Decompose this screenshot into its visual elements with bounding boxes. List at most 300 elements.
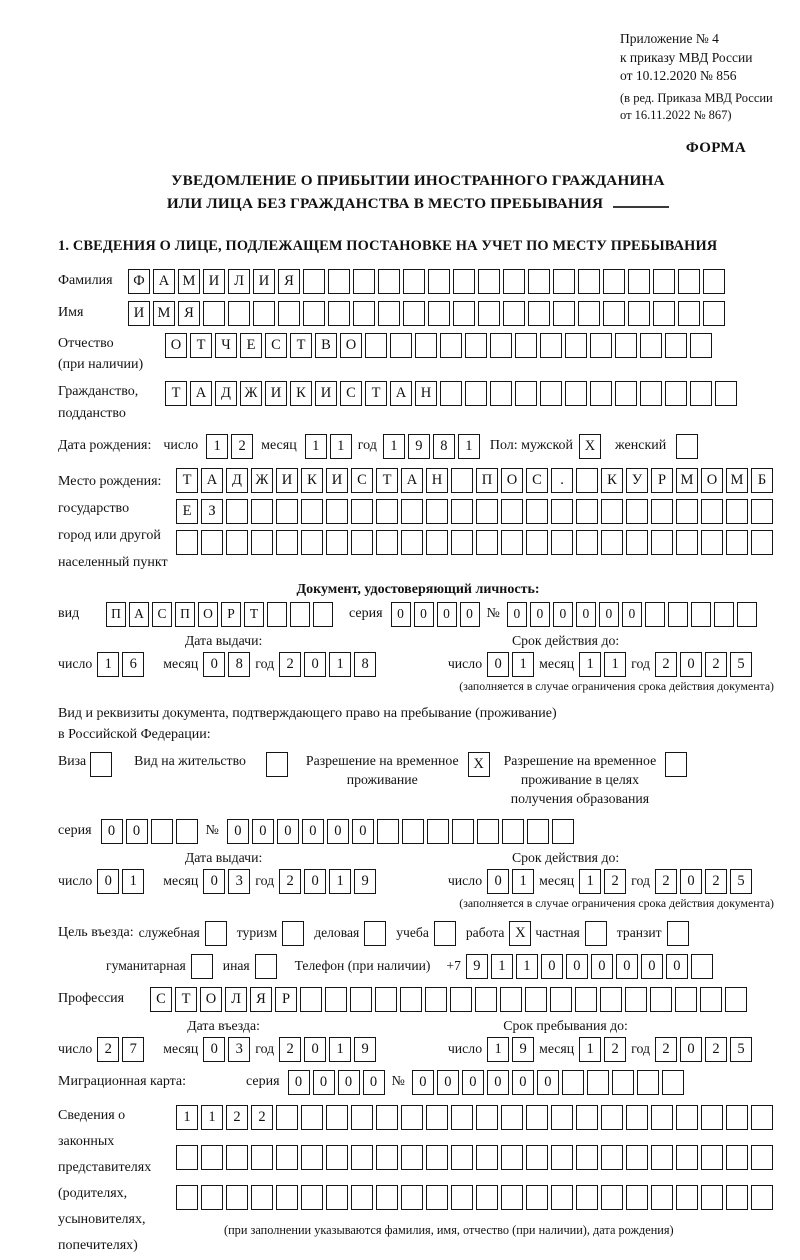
char-cell[interactable] [303, 301, 325, 326]
char-cell[interactable] [301, 530, 323, 555]
char-cell[interactable]: 8 [354, 652, 376, 677]
char-cell[interactable] [401, 499, 423, 524]
char-cell[interactable] [451, 1105, 473, 1130]
char-cell[interactable] [501, 530, 523, 555]
patronymic-cells[interactable] [165, 333, 712, 358]
char-cell[interactable] [376, 1145, 398, 1170]
char-cell[interactable] [365, 333, 387, 358]
char-cell[interactable] [465, 333, 487, 358]
char-cell[interactable]: . [551, 468, 573, 493]
char-cell[interactable]: 0 [487, 1070, 509, 1095]
char-cell[interactable] [578, 301, 600, 326]
char-cell[interactable] [351, 1105, 373, 1130]
char-cell[interactable] [667, 921, 689, 946]
char-cell[interactable]: Д [226, 468, 248, 493]
char-cell[interactable]: 1 [329, 1037, 351, 1062]
char-cell[interactable]: 0 [507, 602, 527, 627]
char-cell[interactable]: М [153, 301, 175, 326]
birth-month-cells[interactable] [305, 434, 352, 459]
char-cell[interactable]: 0 [566, 954, 588, 979]
char-cell[interactable] [601, 1185, 623, 1210]
char-cell[interactable] [540, 381, 562, 406]
char-cell[interactable] [651, 530, 673, 555]
char-cell[interactable] [615, 381, 637, 406]
char-cell[interactable]: 0 [530, 602, 550, 627]
char-cell[interactable]: 3 [228, 1037, 250, 1062]
char-cell[interactable] [176, 819, 198, 844]
char-cell[interactable] [726, 1185, 748, 1210]
char-cell[interactable]: П [106, 602, 126, 627]
char-cell[interactable] [751, 530, 773, 555]
char-cell[interactable] [226, 1145, 248, 1170]
representatives-cells-row1[interactable] [176, 1105, 773, 1130]
char-cell[interactable] [276, 1185, 298, 1210]
char-cell[interactable] [640, 333, 662, 358]
char-cell[interactable]: 1 [122, 869, 144, 894]
residence-permit-checkbox[interactable] [266, 752, 288, 777]
char-cell[interactable] [353, 301, 375, 326]
char-cell[interactable] [550, 987, 572, 1012]
char-cell[interactable]: 1 [329, 652, 351, 677]
char-cell[interactable]: 0 [537, 1070, 559, 1095]
char-cell[interactable] [751, 499, 773, 524]
char-cell[interactable]: 0 [641, 954, 663, 979]
char-cell[interactable] [601, 1105, 623, 1130]
char-cell[interactable] [401, 1105, 423, 1130]
char-cell[interactable] [377, 819, 399, 844]
permit-valid-day-cells[interactable] [487, 869, 534, 894]
char-cell[interactable]: 2 [655, 1037, 677, 1062]
char-cell[interactable]: И [265, 381, 287, 406]
char-cell[interactable] [425, 987, 447, 1012]
char-cell[interactable]: 1 [512, 652, 534, 677]
char-cell[interactable]: 0 [680, 1037, 702, 1062]
char-cell[interactable] [551, 499, 573, 524]
char-cell[interactable]: 2 [279, 869, 301, 894]
char-cell[interactable]: К [601, 468, 623, 493]
citizenship-cells[interactable] [165, 381, 737, 406]
char-cell[interactable] [526, 530, 548, 555]
char-cell[interactable]: 0 [460, 602, 480, 627]
char-cell[interactable] [477, 819, 499, 844]
char-cell[interactable]: П [175, 602, 195, 627]
char-cell[interactable] [528, 269, 550, 294]
birth-day-cells[interactable] [206, 434, 253, 459]
char-cell[interactable]: 0 [414, 602, 434, 627]
char-cell[interactable] [378, 269, 400, 294]
char-cell[interactable] [326, 1185, 348, 1210]
char-cell[interactable] [440, 381, 462, 406]
char-cell[interactable] [282, 921, 304, 946]
char-cell[interactable]: 0 [126, 819, 148, 844]
char-cell[interactable]: 5 [730, 869, 752, 894]
birth-year-cells[interactable] [383, 434, 480, 459]
char-cell[interactable] [253, 301, 275, 326]
char-cell[interactable]: А [153, 269, 175, 294]
char-cell[interactable]: 1 [458, 434, 480, 459]
char-cell[interactable]: Ф [128, 269, 150, 294]
char-cell[interactable] [526, 1185, 548, 1210]
permit-issue-year-cells[interactable] [279, 869, 376, 894]
char-cell[interactable] [540, 333, 562, 358]
char-cell[interactable] [226, 530, 248, 555]
char-cell[interactable] [751, 1185, 773, 1210]
char-cell[interactable] [426, 530, 448, 555]
char-cell[interactable] [325, 987, 347, 1012]
representatives-cells-row3[interactable] [176, 1185, 773, 1210]
char-cell[interactable] [701, 1185, 723, 1210]
char-cell[interactable]: 9 [354, 869, 376, 894]
char-cell[interactable] [515, 381, 537, 406]
char-cell[interactable]: 3 [228, 869, 250, 894]
char-cell[interactable] [276, 530, 298, 555]
char-cell[interactable] [364, 921, 386, 946]
char-cell[interactable]: Т [290, 333, 312, 358]
char-cell[interactable]: 0 [576, 602, 596, 627]
char-cell[interactable] [313, 602, 333, 627]
char-cell[interactable]: 2 [279, 652, 301, 677]
entry-year-cells[interactable] [279, 1037, 376, 1062]
char-cell[interactable] [453, 301, 475, 326]
visa-checkbox[interactable] [90, 752, 112, 777]
char-cell[interactable] [278, 301, 300, 326]
char-cell[interactable]: Т [365, 381, 387, 406]
char-cell[interactable] [451, 468, 473, 493]
char-cell[interactable]: 0 [203, 652, 225, 677]
char-cell[interactable]: 0 [203, 1037, 225, 1062]
char-cell[interactable] [562, 1070, 584, 1095]
char-cell[interactable] [266, 752, 288, 777]
char-cell[interactable] [300, 987, 322, 1012]
char-cell[interactable] [528, 301, 550, 326]
char-cell[interactable] [601, 530, 623, 555]
char-cell[interactable]: Т [244, 602, 264, 627]
stay-year-cells[interactable] [655, 1037, 752, 1062]
sex-male-checkbox[interactable] [579, 434, 601, 459]
char-cell[interactable] [90, 752, 112, 777]
char-cell[interactable] [326, 1145, 348, 1170]
char-cell[interactable]: 7 [122, 1037, 144, 1062]
char-cell[interactable]: В [315, 333, 337, 358]
char-cell[interactable]: 0 [327, 819, 349, 844]
char-cell[interactable] [401, 530, 423, 555]
char-cell[interactable] [476, 1145, 498, 1170]
temp-residence-edu-checkbox[interactable] [665, 752, 687, 777]
char-cell[interactable]: 8 [433, 434, 455, 459]
char-cell[interactable] [575, 987, 597, 1012]
char-cell[interactable]: 1 [329, 869, 351, 894]
char-cell[interactable] [375, 987, 397, 1012]
char-cell[interactable] [401, 1185, 423, 1210]
char-cell[interactable] [626, 1145, 648, 1170]
char-cell[interactable]: 2 [705, 869, 727, 894]
char-cell[interactable] [576, 499, 598, 524]
char-cell[interactable] [351, 1185, 373, 1210]
char-cell[interactable] [276, 499, 298, 524]
char-cell[interactable] [203, 301, 225, 326]
char-cell[interactable]: 0 [680, 869, 702, 894]
char-cell[interactable] [651, 499, 673, 524]
char-cell[interactable]: 0 [304, 652, 326, 677]
char-cell[interactable] [651, 1185, 673, 1210]
char-cell[interactable]: 0 [227, 819, 249, 844]
char-cell[interactable] [440, 333, 462, 358]
char-cell[interactable]: С [152, 602, 172, 627]
char-cell[interactable]: 5 [730, 1037, 752, 1062]
char-cell[interactable]: 9 [408, 434, 430, 459]
char-cell[interactable]: Е [240, 333, 262, 358]
char-cell[interactable]: 5 [730, 652, 752, 677]
char-cell[interactable] [503, 269, 525, 294]
char-cell[interactable] [590, 333, 612, 358]
char-cell[interactable] [301, 1185, 323, 1210]
char-cell[interactable]: П [476, 468, 498, 493]
char-cell[interactable]: Р [275, 987, 297, 1012]
char-cell[interactable]: Ж [240, 381, 262, 406]
char-cell[interactable] [453, 269, 475, 294]
char-cell[interactable] [576, 1145, 598, 1170]
char-cell[interactable] [176, 530, 198, 555]
char-cell[interactable]: О [501, 468, 523, 493]
char-cell[interactable] [675, 987, 697, 1012]
char-cell[interactable] [376, 1185, 398, 1210]
purpose-official-checkbox[interactable] [205, 921, 227, 946]
char-cell[interactable]: 0 [97, 869, 119, 894]
char-cell[interactable] [628, 301, 650, 326]
char-cell[interactable]: 2 [655, 869, 677, 894]
permit-number-cells[interactable] [227, 819, 574, 844]
char-cell[interactable]: Д [215, 381, 237, 406]
char-cell[interactable] [626, 1105, 648, 1130]
char-cell[interactable]: Т [190, 333, 212, 358]
purpose-tourism-checkbox[interactable] [282, 921, 304, 946]
profession-cells[interactable] [150, 987, 747, 1012]
char-cell[interactable]: У [626, 468, 648, 493]
char-cell[interactable]: И [326, 468, 348, 493]
char-cell[interactable] [251, 530, 273, 555]
char-cell[interactable] [390, 333, 412, 358]
char-cell[interactable]: 0 [512, 1070, 534, 1095]
char-cell[interactable] [255, 954, 277, 979]
char-cell[interactable]: О [165, 333, 187, 358]
doc-issue-year-cells[interactable] [279, 652, 376, 677]
char-cell[interactable]: А [201, 468, 223, 493]
char-cell[interactable] [601, 499, 623, 524]
char-cell[interactable] [452, 819, 474, 844]
char-cell[interactable]: 0 [101, 819, 123, 844]
char-cell[interactable] [451, 1185, 473, 1210]
char-cell[interactable]: А [390, 381, 412, 406]
char-cell[interactable] [726, 1145, 748, 1170]
char-cell[interactable] [328, 269, 350, 294]
char-cell[interactable] [640, 381, 662, 406]
char-cell[interactable] [376, 499, 398, 524]
entry-day-cells[interactable] [97, 1037, 144, 1062]
char-cell[interactable]: Я [178, 301, 200, 326]
char-cell[interactable] [527, 819, 549, 844]
char-cell[interactable] [690, 333, 712, 358]
char-cell[interactable]: 0 [203, 869, 225, 894]
char-cell[interactable] [428, 301, 450, 326]
purpose-work-checkbox[interactable] [509, 921, 531, 946]
doc-number-cells[interactable] [507, 602, 757, 627]
permit-series-cells[interactable] [101, 819, 198, 844]
char-cell[interactable]: Ч [215, 333, 237, 358]
representatives-cells-row2[interactable] [176, 1145, 773, 1170]
char-cell[interactable]: 0 [599, 602, 619, 627]
char-cell[interactable]: 1 [201, 1105, 223, 1130]
char-cell[interactable] [700, 987, 722, 1012]
char-cell[interactable] [626, 1185, 648, 1210]
char-cell[interactable] [651, 1105, 673, 1130]
char-cell[interactable] [434, 921, 456, 946]
char-cell[interactable]: 0 [666, 954, 688, 979]
char-cell[interactable] [515, 333, 537, 358]
char-cell[interactable]: 2 [705, 1037, 727, 1062]
char-cell[interactable] [676, 1145, 698, 1170]
char-cell[interactable] [552, 819, 574, 844]
char-cell[interactable] [578, 269, 600, 294]
char-cell[interactable] [526, 1145, 548, 1170]
char-cell[interactable]: О [200, 987, 222, 1012]
char-cell[interactable] [637, 1070, 659, 1095]
char-cell[interactable]: Е [176, 499, 198, 524]
birth-place-cells-row2[interactable] [176, 499, 773, 524]
char-cell[interactable] [576, 468, 598, 493]
char-cell[interactable]: 2 [705, 652, 727, 677]
char-cell[interactable] [676, 499, 698, 524]
char-cell[interactable]: 2 [279, 1037, 301, 1062]
char-cell[interactable] [701, 530, 723, 555]
char-cell[interactable]: Т [176, 468, 198, 493]
given-name-cells[interactable] [128, 301, 725, 326]
char-cell[interactable] [576, 1105, 598, 1130]
char-cell[interactable] [553, 269, 575, 294]
char-cell[interactable]: 6 [122, 652, 144, 677]
char-cell[interactable] [201, 1185, 223, 1210]
char-cell[interactable] [251, 1145, 273, 1170]
char-cell[interactable] [205, 921, 227, 946]
doc-issue-month-cells[interactable] [203, 652, 250, 677]
char-cell[interactable]: 8 [228, 652, 250, 677]
char-cell[interactable]: К [290, 381, 312, 406]
char-cell[interactable]: 0 [302, 819, 324, 844]
char-cell[interactable]: Б [751, 468, 773, 493]
char-cell[interactable]: 0 [288, 1070, 310, 1095]
char-cell[interactable] [351, 1145, 373, 1170]
char-cell[interactable]: И [315, 381, 337, 406]
char-cell[interactable] [451, 1145, 473, 1170]
char-cell[interactable] [701, 1105, 723, 1130]
stay-day-cells[interactable] [487, 1037, 534, 1062]
char-cell[interactable] [676, 1185, 698, 1210]
char-cell[interactable]: Р [651, 468, 673, 493]
char-cell[interactable] [612, 1070, 634, 1095]
char-cell[interactable]: X [509, 921, 531, 946]
char-cell[interactable] [176, 1145, 198, 1170]
char-cell[interactable]: И [253, 269, 275, 294]
permit-valid-year-cells[interactable] [655, 869, 752, 894]
char-cell[interactable] [426, 1145, 448, 1170]
char-cell[interactable] [703, 301, 725, 326]
char-cell[interactable] [501, 1105, 523, 1130]
char-cell[interactable]: 0 [437, 1070, 459, 1095]
char-cell[interactable]: 0 [352, 819, 374, 844]
char-cell[interactable]: 0 [304, 1037, 326, 1062]
char-cell[interactable] [600, 987, 622, 1012]
char-cell[interactable] [176, 1185, 198, 1210]
char-cell[interactable]: 2 [97, 1037, 119, 1062]
char-cell[interactable] [451, 530, 473, 555]
char-cell[interactable] [276, 1105, 298, 1130]
char-cell[interactable] [751, 1145, 773, 1170]
char-cell[interactable]: Л [228, 269, 250, 294]
char-cell[interactable]: 0 [487, 869, 509, 894]
char-cell[interactable] [625, 987, 647, 1012]
char-cell[interactable] [590, 381, 612, 406]
char-cell[interactable]: З [201, 499, 223, 524]
doc-series-cells[interactable] [391, 602, 480, 627]
char-cell[interactable] [626, 499, 648, 524]
doc-valid-month-cells[interactable] [579, 652, 626, 677]
char-cell[interactable] [351, 530, 373, 555]
char-cell[interactable] [726, 530, 748, 555]
doc-valid-year-cells[interactable] [655, 652, 752, 677]
char-cell[interactable]: С [351, 468, 373, 493]
phone-cells[interactable] [466, 954, 713, 979]
char-cell[interactable] [653, 269, 675, 294]
char-cell[interactable] [553, 301, 575, 326]
char-cell[interactable]: С [340, 381, 362, 406]
char-cell[interactable] [351, 499, 373, 524]
char-cell[interactable] [400, 987, 422, 1012]
char-cell[interactable] [665, 333, 687, 358]
char-cell[interactable] [328, 301, 350, 326]
char-cell[interactable] [662, 1070, 684, 1095]
char-cell[interactable] [691, 954, 713, 979]
char-cell[interactable] [628, 269, 650, 294]
char-cell[interactable] [676, 434, 698, 459]
char-cell[interactable] [651, 1145, 673, 1170]
char-cell[interactable] [228, 301, 250, 326]
char-cell[interactable]: Я [250, 987, 272, 1012]
permit-valid-month-cells[interactable] [579, 869, 626, 894]
char-cell[interactable] [415, 333, 437, 358]
char-cell[interactable] [653, 301, 675, 326]
char-cell[interactable]: 2 [226, 1105, 248, 1130]
char-cell[interactable] [525, 987, 547, 1012]
char-cell[interactable]: Т [376, 468, 398, 493]
char-cell[interactable] [501, 499, 523, 524]
purpose-study-checkbox[interactable] [434, 921, 456, 946]
char-cell[interactable] [226, 499, 248, 524]
char-cell[interactable]: 1 [206, 434, 228, 459]
char-cell[interactable]: 9 [512, 1037, 534, 1062]
char-cell[interactable] [376, 530, 398, 555]
purpose-business-checkbox[interactable] [364, 921, 386, 946]
purpose-transit-checkbox[interactable] [667, 921, 689, 946]
char-cell[interactable]: О [340, 333, 362, 358]
char-cell[interactable]: 1 [491, 954, 513, 979]
char-cell[interactable] [403, 269, 425, 294]
char-cell[interactable] [451, 499, 473, 524]
char-cell[interactable]: 0 [338, 1070, 360, 1095]
char-cell[interactable] [450, 987, 472, 1012]
char-cell[interactable] [426, 1105, 448, 1130]
char-cell[interactable] [402, 819, 424, 844]
char-cell[interactable] [676, 530, 698, 555]
char-cell[interactable]: 0 [277, 819, 299, 844]
